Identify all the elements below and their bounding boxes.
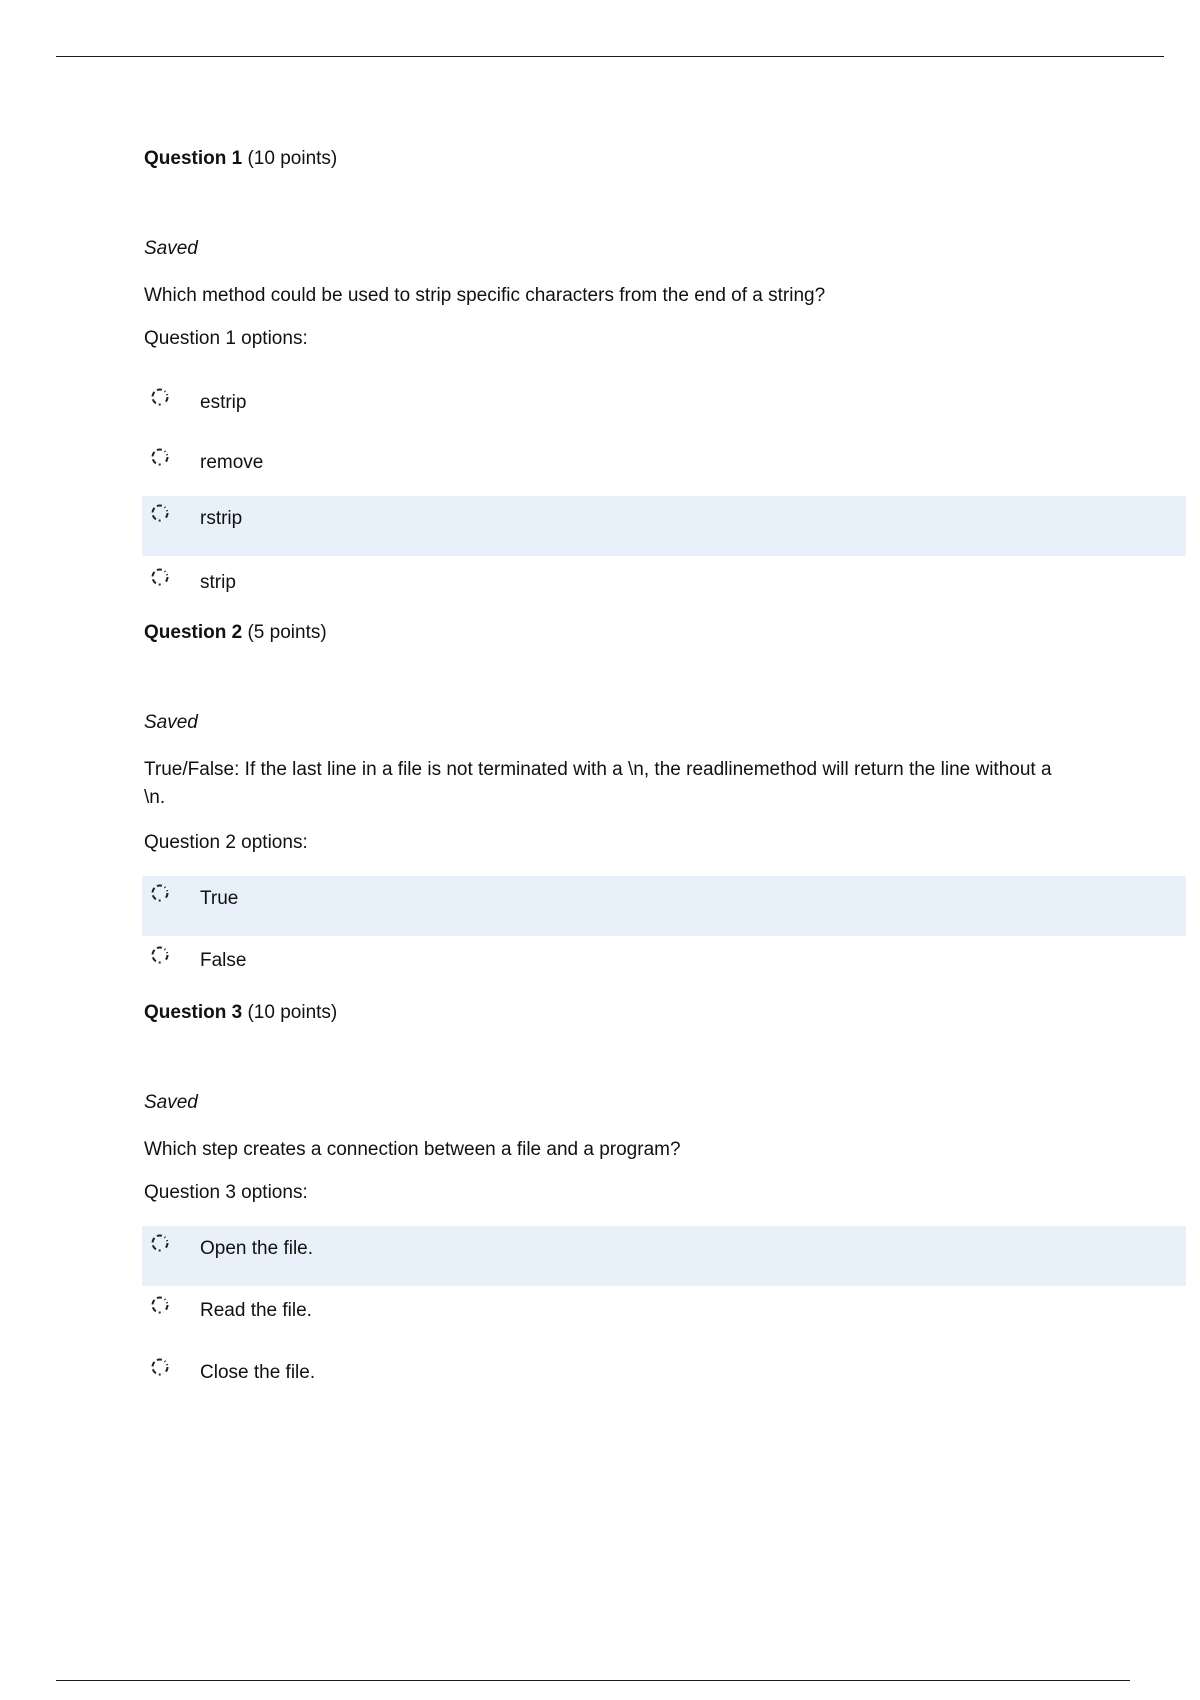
option-label: rstrip [200,508,243,529]
option-label: False [200,950,247,971]
radio-button-icon[interactable] [148,1230,176,1258]
question-2-options-label: Question 2 options: [144,832,308,853]
option-label: Read the file. [200,1300,312,1321]
question-1-option-3[interactable] [142,496,1186,556]
question-1-option-4[interactable] [142,560,1186,620]
radio-button-icon[interactable] [148,384,176,412]
bottom-divider [56,1680,1130,1681]
question-2-points: (5 points) [247,622,327,643]
top-divider [56,56,1164,57]
question-2-title: Question 2 [144,622,243,643]
question-3-points: (10 points) [247,1002,338,1023]
question-3-heading [144,1000,337,1026]
question-1-option-2[interactable] [142,440,1186,500]
radio-button-icon[interactable] [148,564,176,592]
option-label: Close the file. [200,1362,316,1383]
option-label: Open the file. [200,1238,314,1259]
question-1-points: (10 points) [247,148,338,169]
radio-button-icon[interactable] [148,1354,176,1382]
option-label: estrip [200,392,247,413]
question-3-options-label: Question 3 options: [144,1182,308,1203]
radio-button-icon[interactable] [148,942,176,970]
option-label: remove [200,452,264,473]
radio-button-icon[interactable] [148,880,176,908]
question-2-saved-status: Saved [144,712,198,733]
question-2-option-2[interactable] [142,938,1186,998]
question-3-option-1[interactable] [142,1226,1186,1286]
question-3-prompt: Which step creates a connection between a file and a program? [144,1139,681,1160]
option-label: True [200,888,239,909]
question-3-option-2[interactable] [142,1288,1186,1348]
question-1-option-1[interactable] [142,380,1186,440]
question-3-title: Question 3 [144,1002,243,1023]
radio-button-icon[interactable] [148,500,176,528]
question-2-option-1[interactable] [142,876,1186,936]
question-1-heading [144,146,337,172]
question-3-option-3[interactable] [142,1350,1186,1410]
question-1-prompt: Which method could be used to strip specific characters from the end of a string? [144,285,826,306]
option-label: strip [200,572,236,593]
radio-button-icon[interactable] [148,444,176,472]
question-1-title: Question 1 [144,148,243,169]
radio-button-icon[interactable] [148,1292,176,1320]
question-3-saved-status: Saved [144,1092,198,1113]
question-2-heading [144,620,327,646]
question-1-saved-status: Saved [144,238,198,259]
question-2-prompt: True/False: If the last line in a file is not terminated with a \n, the readlinemethod will return the line without a \n. [144,759,1052,808]
question-1-options-label: Question 1 options: [144,328,308,349]
